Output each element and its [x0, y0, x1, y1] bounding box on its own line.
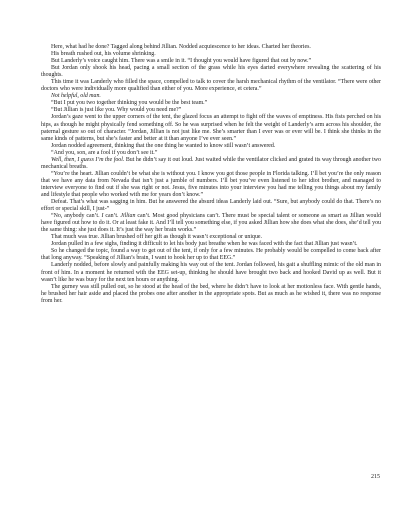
page-number: 215	[371, 474, 380, 480]
text-run: can’t.	[103, 213, 121, 220]
paragraph	[41, 79, 381, 93]
text-run: “You’re the heart. Jillian couldn’t be what she is without you. I know you got those people in Florida talking. I’ll bet you’re the only reason that we have any data from Nevada that isn’t just a jumble of numbers. I’ll bet you’ve even listened to her idiot brother, and managed to interview everyone to find out if she was right or not. Jesus, five minutes into your interview you had me telling you things about my family and lifestyle that people who worked with me for years don’t know.”	[41, 170, 381, 198]
text-run: That much was true. Jillian brushed off her gift as though it wasn’t exceptional or unique.	[51, 234, 262, 241]
italic-text: Well, then, I guess I’m the fool.	[51, 156, 125, 163]
text-run: Jordan’s gaze went to the upper corners of the tent, the glazed focus an attempt to fight off the waves of emptiness. His fists perched on his hips, as though he might physically fend something off. So he was surprised when he felt the weight of Landerly’s arm across his shoulder, the paternal gesture so out of character. “Jordan, Jillian is not just like me. She’s smarter than I ever was or ever will be. I think she thinks in the same kinds of patterns, but she’s faster and better at it than anyone I’ve ever seen.”	[41, 114, 381, 142]
text-run: can’t. Most good physicians can’t. There must be special talent or someone as smart as Jillian would have figured out how to do it. Or at least fake it. And I’ll tell you something else, if you asked Jillian how she does what she does, she’d tell you the same thing: she just does it. It’s just the way her brain works.”	[41, 213, 381, 234]
text-run: “No, anybody can’t.	[51, 213, 102, 220]
paragraph	[41, 143, 381, 150]
paragraph	[41, 199, 381, 213]
italic-text: Jillian	[120, 213, 136, 220]
paragraph	[41, 157, 381, 171]
italic-text: Not helpful, old man.	[51, 93, 101, 100]
body-text	[41, 44, 381, 305]
paragraph	[41, 284, 381, 305]
text-run: So he changed the topic, found a way to get out of the tent, if only for a few minutes. He probably would be compelled to come back after that long anyway. “Speaking of Jillian’s brain, I want to hook her up to that EEG.”	[41, 248, 381, 262]
paragraph	[41, 213, 381, 234]
text-run: Defeat. That’s what was sagging in him. But he answered the absurd ideas Landerly laid out. “Sure, but anybody could do that. There’s no effort or special skill, I just-”	[41, 199, 381, 213]
paragraph	[41, 150, 381, 157]
paragraph	[41, 65, 381, 79]
text-run: But Landerly’s voice caught him. There was a smile in it. “I thought you would have figured that out by now.”	[51, 58, 312, 65]
text-run: Landerly nodded, before slowly and painfully making his way out of the tent. Jordan followed, his gait a shuffling mimic of the old man in front of him. In a moment he returned with the EEG set-up, thinking he should have brought two back and hooked David up as well. But it wasn’t like he was busy for the next ten hours or anything.	[41, 262, 381, 283]
paragraph	[41, 171, 381, 199]
text-run: But he didn’t say it out loud. Just waited while the ventilator clicked and grated its way through another two mechanical breaths.	[41, 156, 381, 170]
paragraph	[41, 114, 381, 142]
text-run: “And you, son, are a fool if you don’t see it.”	[51, 149, 158, 156]
italic-text: I	[101, 213, 104, 220]
text-run: Jordan pulled in a few sighs, finding it difficult to let his body just breathe when he was faced with the fact that Jillian just wasn’t.	[51, 241, 358, 248]
text-run: His breath rushed out, his volume shrinking.	[51, 51, 156, 58]
paragraph	[41, 44, 381, 51]
paragraph	[41, 248, 381, 262]
text-run: Jordan nodded agreement, thinking that the one thing he wanted to know still wasn’t answered.	[51, 142, 276, 149]
text-run: The gurney was still pulled out, so he stood at the head of the bed, where he didn’t have to look at her motionless face. With gentle hands, he brushed her hair aside and placed the probes one after another in the appropriate spots. But as much as he wished it, there was no response from her.	[41, 283, 381, 304]
text-run: But Jordan only shook his head, pacing a small section of the grass while his eyes darted everywhere revealing the scattering of his thoughts.	[41, 65, 381, 79]
text-run: “But I put you two together thinking you would be the best team.”	[51, 100, 208, 107]
text-run: Here, what had he done? Tagged along behind Jillian. Nodded acquiescence to her ideas. Charted her theories.	[51, 44, 311, 50]
text-run: This time it was Landerly who filled the space, compelled to talk to cover the harsh mechanical rhythm of the ventilator. “There were other doctors who were individually more qualified than either of you. More experience, et cetera.”	[41, 79, 381, 93]
paragraph	[41, 262, 381, 283]
text-run: “But Jillian is just like you. Why would you need me?”	[51, 107, 182, 114]
